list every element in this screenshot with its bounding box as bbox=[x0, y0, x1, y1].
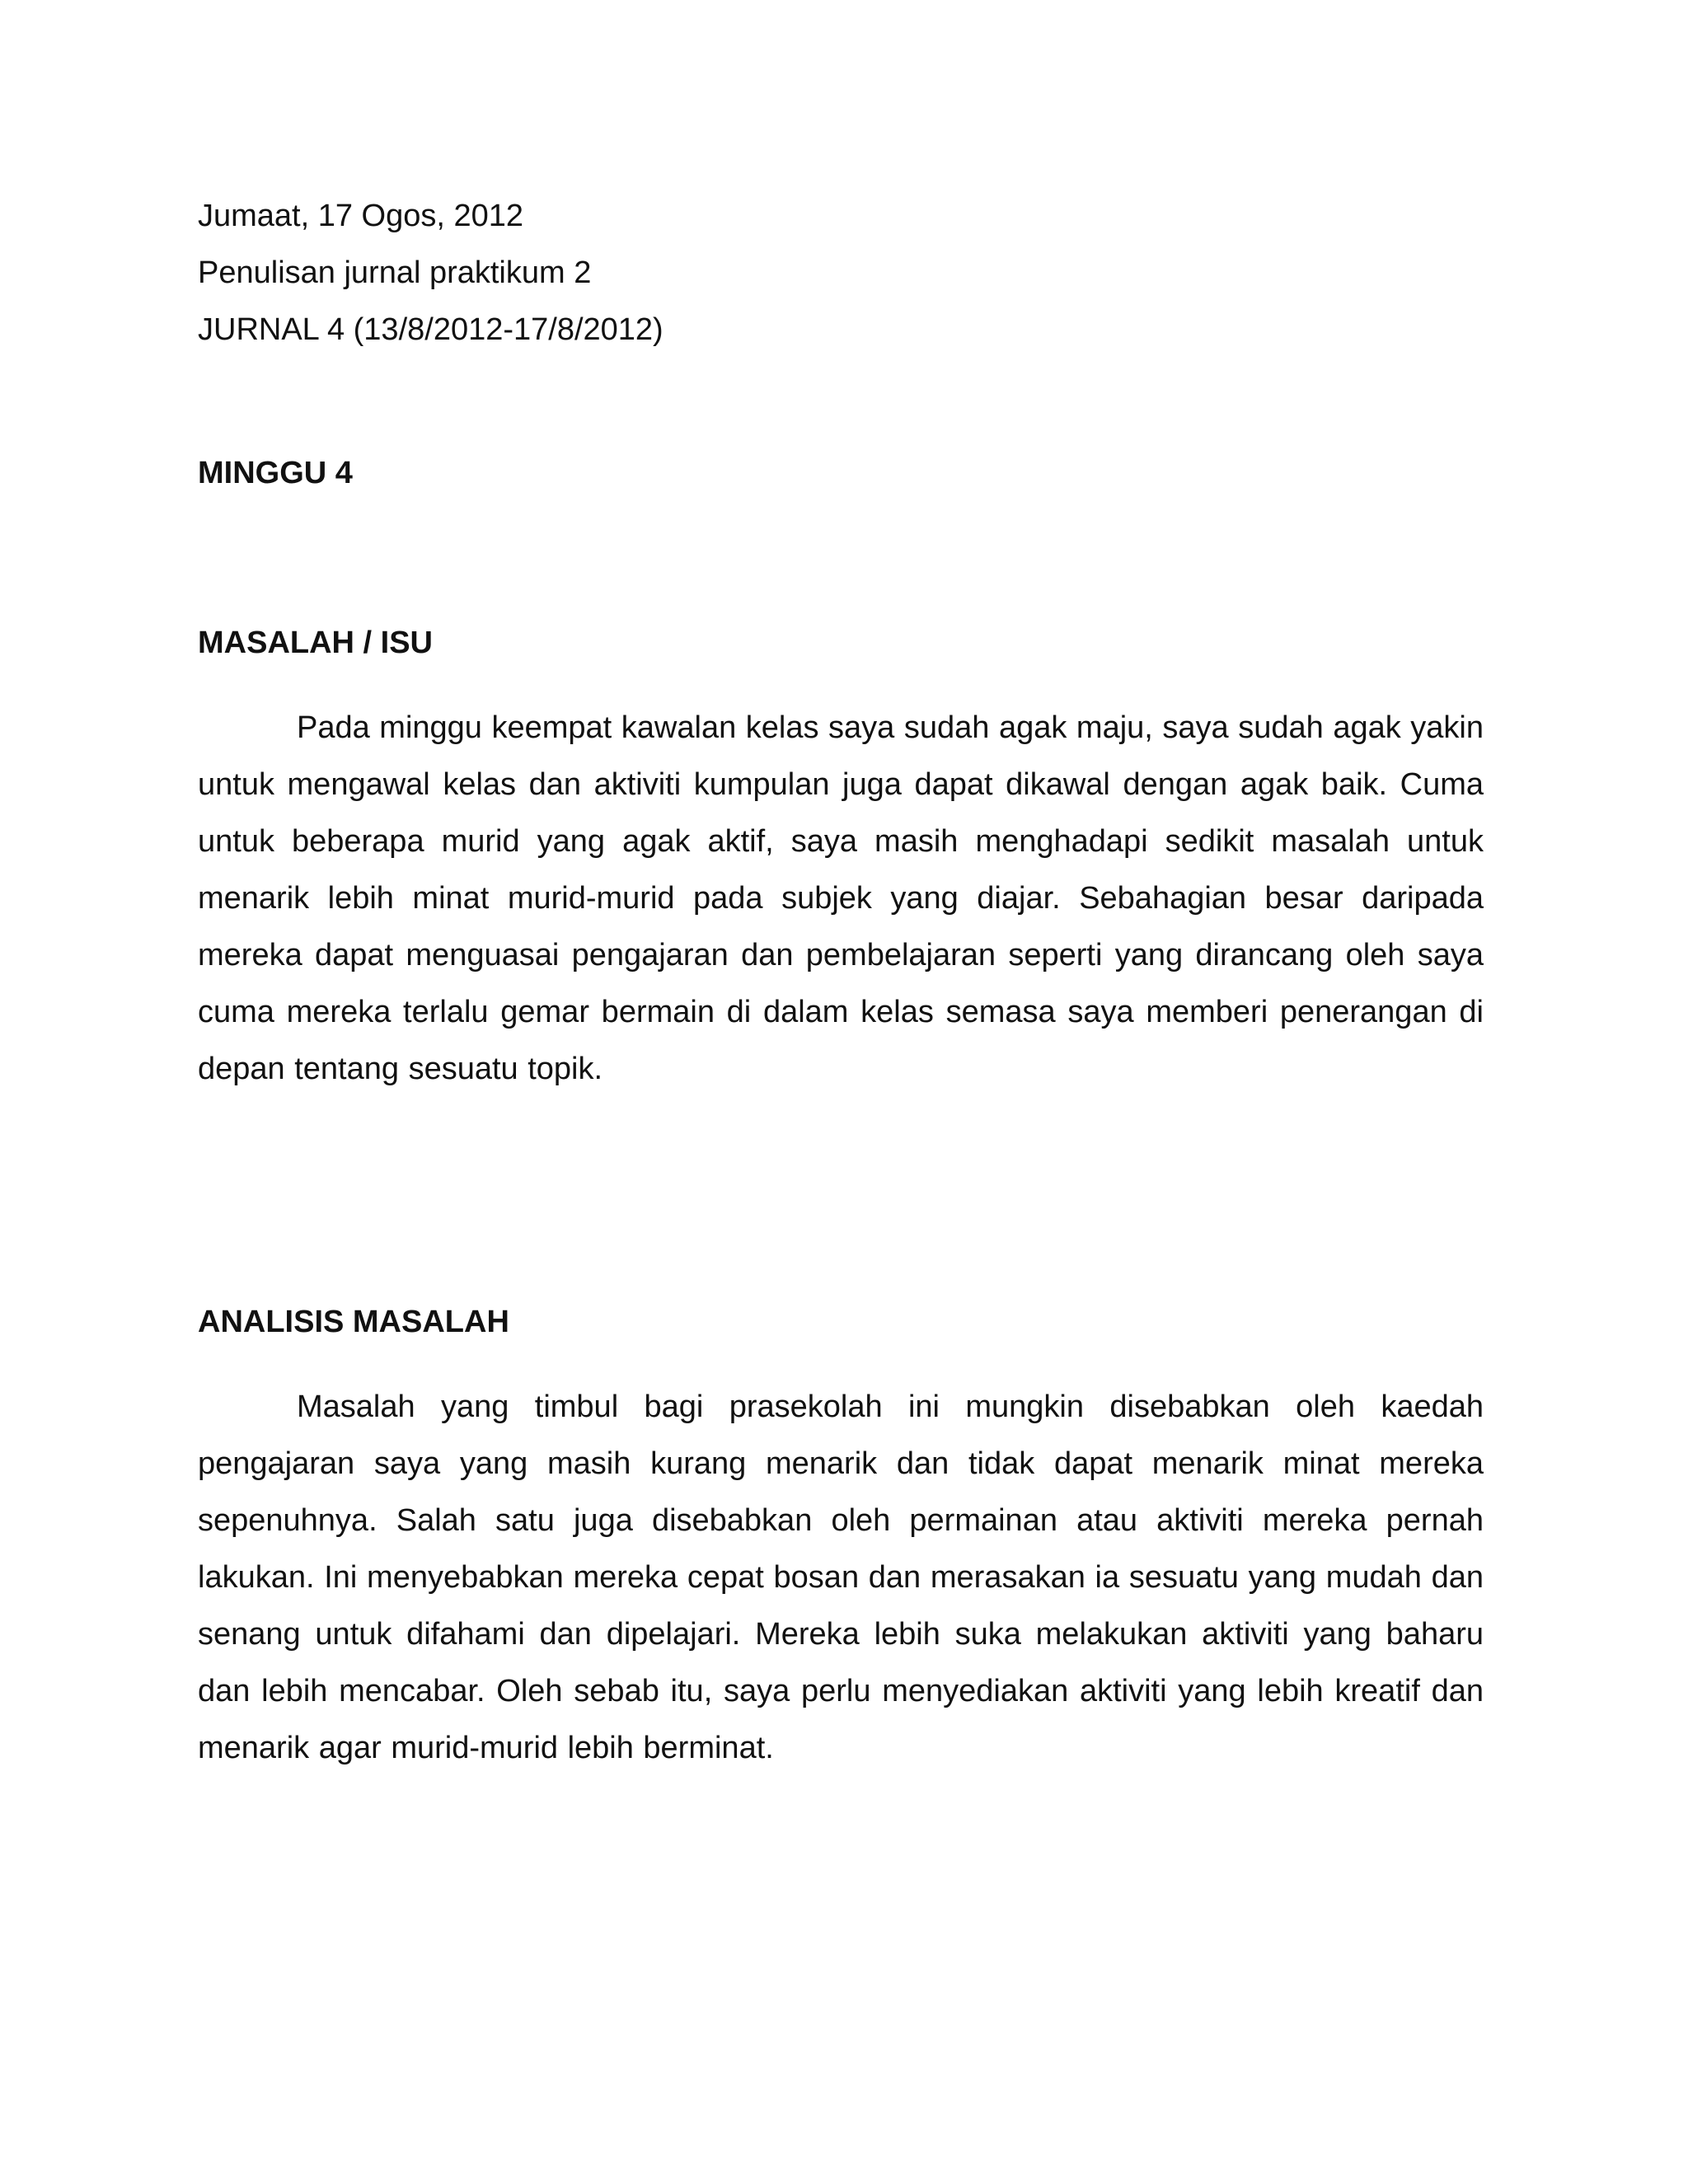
masalah-section-body bbox=[198, 700, 1484, 1098]
week-heading: MINGGU 4 bbox=[198, 456, 353, 490]
masalah-paragraph: Pada minggu keempat kawalan kelas saya sudah agak maju, saya sudah agak yakin untuk mengawal kelas dan aktiviti kumpulan juga dapat dikawal dengan agak baik. Cuma untuk beberapa murid yang agak aktif, saya masih menghadapi sedikit masalah untuk menarik lebih minat murid-murid pada subjek yang diajar. Sebahagian besar daripada mereka dapat menguasai pengajaran dan pembelajaran seperti yang dirancang oleh saya cuma mereka terlalu gemar bermain di dalam kelas semasa saya memberi penerangan di depan tentang sesuatu topik. bbox=[198, 710, 1484, 1086]
document-header bbox=[198, 188, 1484, 359]
analisis-section-heading bbox=[198, 1294, 1484, 1351]
week-section bbox=[198, 445, 1484, 502]
masalah-section-heading bbox=[198, 615, 1484, 672]
analisis-heading: ANALISIS MASALAH bbox=[198, 1305, 509, 1339]
header-date: Jumaat, 17 Ogos, 2012 bbox=[198, 199, 524, 233]
masalah-heading: MASALAH / ISU bbox=[198, 626, 433, 660]
header-journal-title: JURNAL 4 (13/8/2012-17/8/2012) bbox=[198, 312, 663, 347]
header-subtitle: Penulisan jurnal praktikum 2 bbox=[198, 255, 592, 290]
analisis-paragraph: Masalah yang timbul bagi prasekolah ini mungkin disebabkan oleh kaedah pengajaran saya yang masih kurang menarik dan tidak dapat menarik minat mereka sepenuhnya. Salah satu juga disebabkan oleh permainan atau aktiviti mereka pernah lakukan. Ini menyebabkan mereka cepat bosan dan merasakan ia sesuatu yang mudah dan senang untuk difahami dan dipelajari. Mereka lebih suka melakukan aktiviti yang baharu dan lebih mencabar. Oleh sebab itu, saya perlu menyediakan aktiviti yang lebih kreatif dan menarik agar murid-murid lebih berminat. bbox=[198, 1390, 1484, 1765]
analisis-section-body bbox=[198, 1379, 1484, 1777]
